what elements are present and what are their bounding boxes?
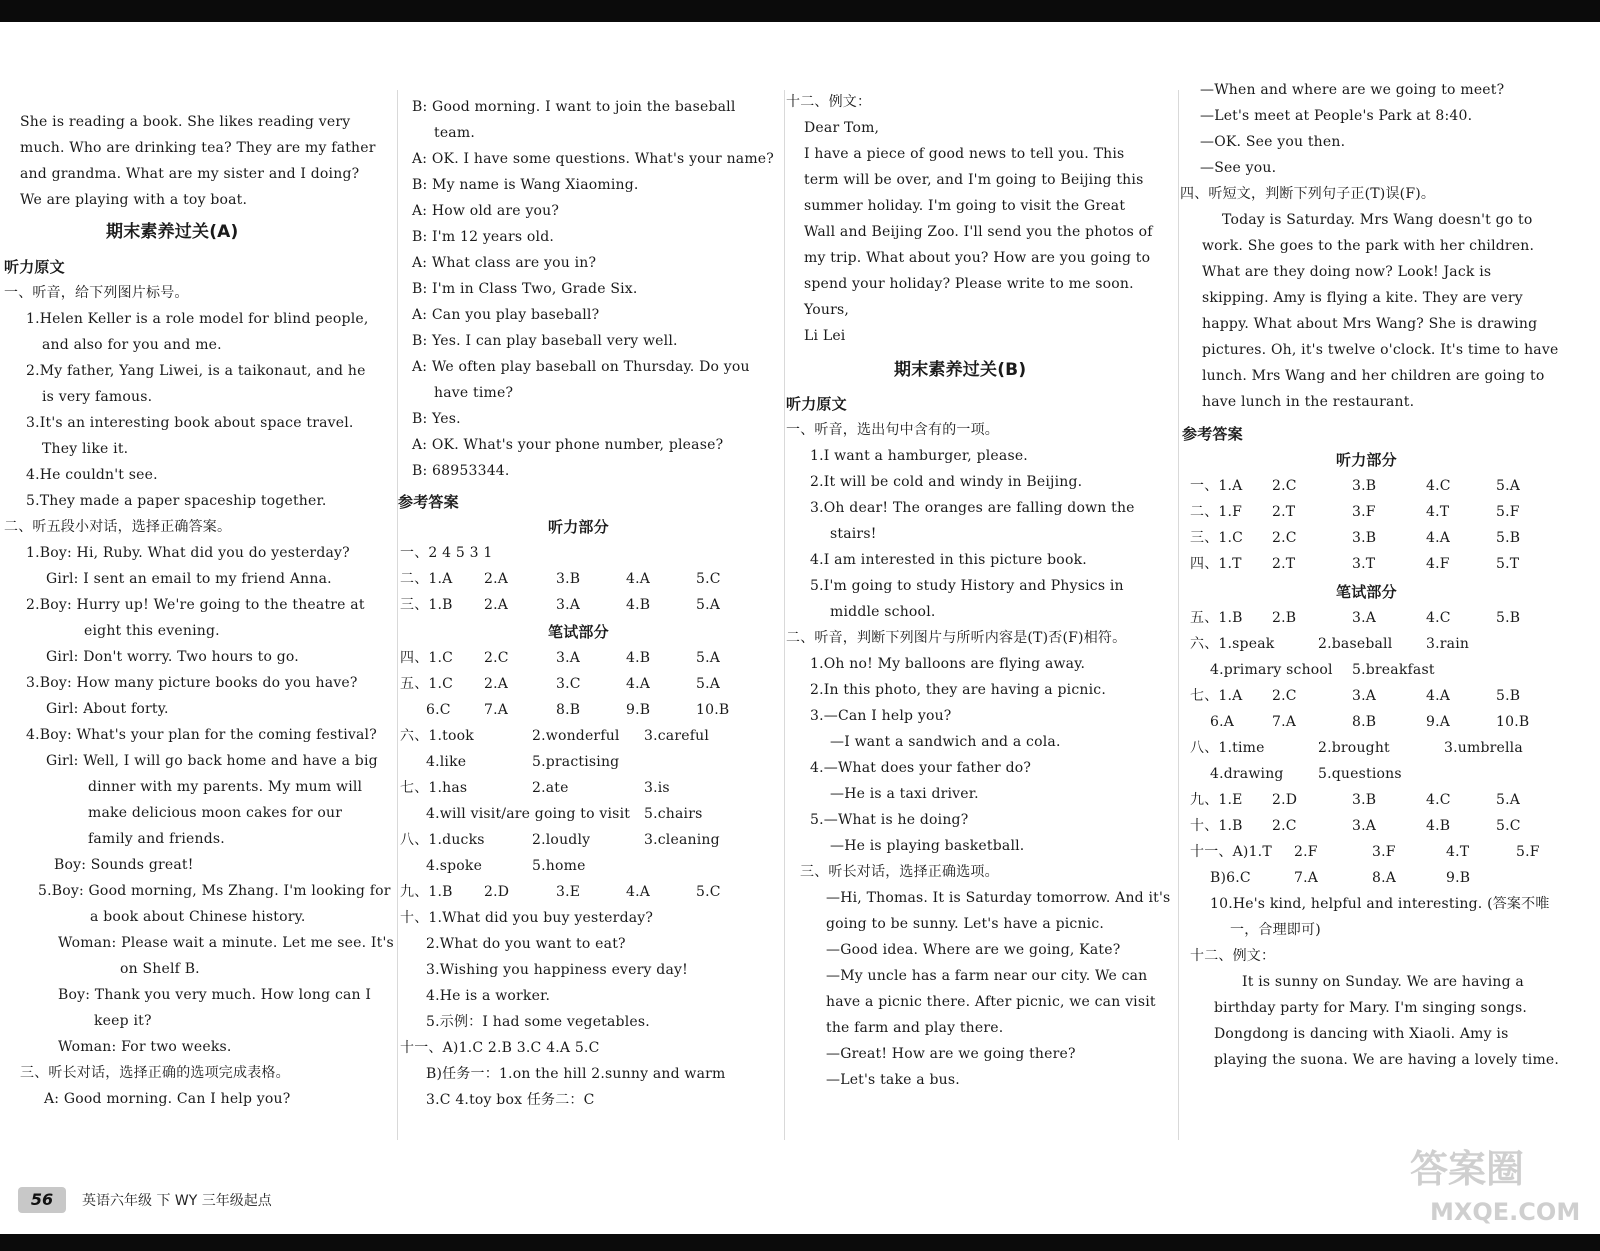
answer-cell: 7.A xyxy=(1294,870,1319,886)
answer-cell: 一、1.A xyxy=(1190,478,1243,494)
text-line: It is sunny on Sunday. We are having a xyxy=(1242,974,1524,990)
text-line: family and friends. xyxy=(88,831,225,847)
letter-line: Wall and Beijing Zoo. I'll send you the photos of xyxy=(804,224,1153,240)
answer-cell: 四、1.C xyxy=(400,650,454,666)
answer-cell: 2.F xyxy=(1294,844,1318,860)
watermark-bottom-text: MXQE.COM xyxy=(1430,1198,1581,1226)
text-line: middle school. xyxy=(830,604,936,620)
answer-cell: 5.B xyxy=(1496,610,1521,626)
answer-cell: 七、1.A xyxy=(1190,688,1243,704)
text-line: 5.I'm going to study History and Physics in xyxy=(810,578,1124,594)
answer-cell: 九、1.B xyxy=(400,884,453,900)
answer-cell: 3.B xyxy=(1352,792,1377,808)
answer-cell: 三、1.B xyxy=(400,597,453,613)
column-4 xyxy=(1180,0,1592,1225)
text-line: 4.—What does your father do? xyxy=(810,760,1032,776)
text-line: dinner with my parents. My mum will xyxy=(88,779,363,795)
text-line: 1.Boy: Hi, Ruby. What did you do yesterday? xyxy=(26,545,350,561)
answer-cell: 5.C xyxy=(696,571,721,587)
answer-cell: 4.like xyxy=(426,754,467,770)
answers-title: 参考答案 xyxy=(398,493,459,511)
text-line: 三、听长对话，选择正确选项。 xyxy=(800,864,999,880)
answer-cell: 7.A xyxy=(484,702,509,718)
dialog-line: B: My name is Wang Xiaoming. xyxy=(412,177,639,193)
passage-line: lunch. Mrs Wang and her children are going to xyxy=(1202,368,1545,384)
dialog-line: B: I'm in Class Two, Grade Six. xyxy=(412,281,638,297)
text-line: 1.Oh no! My balloons are flying away. xyxy=(810,656,1086,672)
dialog-line: B: 68953344. xyxy=(412,463,510,479)
text-line: 1.Helen Keller is a role model for blind people, xyxy=(26,311,369,327)
answer-cell: 4.primary school xyxy=(1210,662,1333,678)
section-heading-a: 期末素养过关(A) xyxy=(106,222,239,242)
answer-cell: 5.questions xyxy=(1318,766,1402,782)
intro-line: and grandma. What are my sister and I doing? xyxy=(20,166,360,182)
text-line: Woman: Please wait a minute. Let me see. It's xyxy=(58,935,394,951)
answer-cell: 2.B xyxy=(1272,610,1297,626)
text-line: Boy: Thank you very much. How long can I xyxy=(58,987,372,1003)
text-line: 3.—Can I help you? xyxy=(810,708,952,724)
text-line: —Good idea. Where are we going, Kate? xyxy=(826,942,1121,958)
text-line: keep it? xyxy=(94,1013,152,1029)
written-part-label: 笔试部分 xyxy=(1336,583,1397,601)
letter-line: Li Lei xyxy=(804,328,846,344)
dialog-line: B: Yes. xyxy=(412,411,461,427)
answer-cell: 八、1.time xyxy=(1190,740,1265,756)
answer-cell: 3.F xyxy=(1372,844,1396,860)
text-line: and also for you and me. xyxy=(42,337,222,353)
answer-cell: 4.B xyxy=(626,597,651,613)
listening-title: 听力原文 xyxy=(786,395,847,413)
answer-cell: 4.T xyxy=(1426,504,1450,520)
answer-cell: 二、1.A xyxy=(400,571,453,587)
text-line: 5.—What is he doing? xyxy=(810,812,969,828)
answer-cell: 2.C xyxy=(1272,688,1297,704)
page-number: 56 xyxy=(18,1187,66,1213)
answer-cell: 2.C xyxy=(1272,818,1297,834)
answer-cell: 4.T xyxy=(1446,844,1470,860)
dialog-line: A: Can you play baseball? xyxy=(412,307,600,323)
answer-cell: 10.B xyxy=(696,702,730,718)
letter-line: my trip. What about you? How are you going to xyxy=(804,250,1151,266)
text-line: 3.Oh dear! The oranges are falling down the xyxy=(810,500,1135,516)
text-line: Woman: For two weeks. xyxy=(58,1039,232,1055)
answer-cell: 2.C xyxy=(1272,530,1297,546)
answer-cell: 三、1.C xyxy=(1190,530,1244,546)
text-line: going to be sunny. Let's have a picnic. xyxy=(826,916,1105,932)
answer-cell: 4.C xyxy=(1426,610,1451,626)
answer-cell: 2.C xyxy=(484,650,509,666)
answer-cell: 5.B xyxy=(1496,530,1521,546)
dialog-line: A: OK. What's your phone number, please? xyxy=(412,437,724,453)
text-line: make delicious moon cakes for our xyxy=(88,805,343,821)
answer-cell: 4.C xyxy=(1426,478,1451,494)
letter-line: spend your holiday? Please write to me soon. xyxy=(804,276,1134,292)
dialog-line: —See you. xyxy=(1200,160,1277,176)
passage-line: pictures. Oh, it's twelve o'clock. It's time to have xyxy=(1202,342,1559,358)
column-1 xyxy=(0,0,395,1225)
answer-cell: 十、1.B xyxy=(1190,818,1243,834)
watermark-top-text: 答案圈 xyxy=(1410,1147,1525,1191)
text-line: 3.Wishing you happiness every day! xyxy=(426,962,688,978)
answer-cell: 4.F xyxy=(1426,556,1450,572)
text-line: 4.I am interested in this picture book. xyxy=(810,552,1087,568)
text-line: the farm and play there. xyxy=(826,1020,1004,1036)
answer-cell: 3.rain xyxy=(1426,636,1470,652)
answer-cell: 4.A xyxy=(1426,530,1451,546)
answer-cell: 5.chairs xyxy=(644,806,703,822)
answer-cell: 5.home xyxy=(532,858,586,874)
text-line: 三、听长对话，选择正确的选项完成表格。 xyxy=(20,1065,290,1081)
bottom-border xyxy=(0,1234,1600,1251)
answer-cell: 六、1.took xyxy=(400,728,474,744)
answer-cell: 3.is xyxy=(644,780,670,796)
answer-cell: 6.A xyxy=(1210,714,1235,730)
answer-cell: B)6.C xyxy=(1210,870,1251,886)
letter-line: Yours, xyxy=(804,302,849,318)
text-line: —My uncle has a farm near our city. We can xyxy=(826,968,1148,984)
letter-line: I have a piece of good news to tell you. This xyxy=(804,146,1125,162)
answer-cell: 一、2 4 5 3 1 xyxy=(400,545,493,561)
text-line: have a picnic there. After picnic, we can visit xyxy=(826,994,1156,1010)
answer-cell: 4.spoke xyxy=(426,858,483,874)
answer-cell: 4.A xyxy=(626,676,651,692)
dialog-line: A: How old are you? xyxy=(412,203,560,219)
passage-line: skipping. Amy is flying a kite. They are very xyxy=(1202,290,1523,306)
answer-cell: 2.loudly xyxy=(532,832,591,848)
section-heading-b: 期末素养过关(B) xyxy=(894,360,1027,380)
passage-line: happy. What about Mrs Wang? She is drawing xyxy=(1202,316,1538,332)
answer-cell: 5.A xyxy=(1496,478,1521,494)
answer-cell: 九、1.E xyxy=(1190,792,1243,808)
answer-cell: 10.B xyxy=(1496,714,1530,730)
text-line: —Hi, Thomas. It is Saturday tomorrow. And it's xyxy=(826,890,1171,906)
text-line: 十一、A)1.C 2.B 3.C 4.A 5.C xyxy=(400,1040,600,1056)
dialog-line: A: What class are you in? xyxy=(412,255,597,271)
answer-cell: 5.T xyxy=(1496,556,1520,572)
answer-cell: 四、1.T xyxy=(1190,556,1242,572)
text-line: 4.He is a worker. xyxy=(426,988,551,1004)
listening-part-label: 听力部分 xyxy=(1336,451,1397,469)
text-line: —Let's take a bus. xyxy=(826,1072,960,1088)
text-line: 5.Boy: Good morning, Ms Zhang. I'm looking for xyxy=(38,883,391,899)
letter-line: term will be over, and I'm going to Beijing this xyxy=(804,172,1144,188)
text-line: on Shelf B. xyxy=(120,961,200,977)
answer-cell: 5.F xyxy=(1496,504,1520,520)
text-line: Girl: Don't worry. Two hours to go. xyxy=(46,649,299,665)
dialog-line: A: OK. I have some questions. What's your name? xyxy=(412,151,774,167)
passage-line: work. She goes to the park with her children. xyxy=(1202,238,1535,254)
text-line: 5.They made a paper spaceship together. xyxy=(26,493,327,509)
dialog-line: B: I'm 12 years old. xyxy=(412,229,555,245)
text-line: Girl: I sent an email to my friend Anna. xyxy=(46,571,332,587)
answer-cell: 3.C xyxy=(556,676,581,692)
answer-cell: 9.B xyxy=(626,702,651,718)
answer-cell: 4.drawing xyxy=(1210,766,1284,782)
answer-cell: 3.A xyxy=(1352,818,1377,834)
answer-cell: 5.breakfast xyxy=(1352,662,1435,678)
dialog-line: B: Good morning. I want to join the baseball xyxy=(412,99,736,115)
answer-cell: 2.A xyxy=(484,597,509,613)
answer-cell: 8.B xyxy=(556,702,581,718)
book-title: 英语六年级 下 WY 三年级起点 xyxy=(82,1193,272,1209)
listening-title: 听力原文 xyxy=(4,258,65,276)
text-line: 一、听音，选出句中含有的一项。 xyxy=(786,422,999,438)
dialog-line: have time? xyxy=(434,385,514,401)
answer-cell: 8.B xyxy=(1352,714,1377,730)
written-part-label: 笔试部分 xyxy=(548,623,609,641)
text-line: 2.What do you want to eat? xyxy=(426,936,626,952)
text-line: 1.I want a hamburger, please. xyxy=(810,448,1028,464)
section-title: 四、听短文，判断下列句子正(T)误(F)。 xyxy=(1180,186,1436,202)
text-line: Girl: About forty. xyxy=(46,701,169,717)
letter-line: 十二、例文： xyxy=(786,94,872,110)
dialog-line: B: Yes. I can play baseball very well. xyxy=(412,333,678,349)
text-line: —I want a sandwich and a cola. xyxy=(830,734,1061,750)
text-line: Girl: Well, I will go back home and have a big xyxy=(46,753,378,769)
answer-cell: 2.T xyxy=(1272,556,1296,572)
answer-cell: 3.T xyxy=(1352,556,1376,572)
answer-cell: 5.practising xyxy=(532,754,620,770)
text-line: A: Good morning. Can I help you? xyxy=(44,1091,291,1107)
answer-cell: 6.C xyxy=(426,702,451,718)
text-line: 3.It's an interesting book about space travel. xyxy=(26,415,354,431)
text-line: —He is a taxi driver. xyxy=(830,786,979,802)
answer-cell: 3.careful xyxy=(644,728,709,744)
answer-cell: 2.baseball xyxy=(1318,636,1393,652)
text-line: is very famous. xyxy=(42,389,153,405)
text-line: birthday party for Mary. I'm singing songs. xyxy=(1214,1000,1527,1016)
text-line: Dongdong is dancing with Xiaoli. Amy is xyxy=(1214,1026,1509,1042)
text-line: 10.He's kind, helpful and interesting. (答案不唯 xyxy=(1210,896,1550,912)
answer-cell: 2.D xyxy=(1272,792,1298,808)
answer-cell: 5.C xyxy=(696,884,721,900)
answer-cell: 2.C xyxy=(1272,478,1297,494)
answer-cell: 3.A xyxy=(556,597,581,613)
answer-cell: 4.B xyxy=(1426,818,1451,834)
listening-part-label: 听力部分 xyxy=(548,518,609,536)
answer-cell: 3.B xyxy=(1352,478,1377,494)
answer-cell: 2.brought xyxy=(1318,740,1390,756)
text-line: 二、听音，判断下列图片与所听内容是(T)否(F)相符。 xyxy=(786,630,1127,646)
answer-cell: 7.A xyxy=(1272,714,1297,730)
text-line: 一，合理即可) xyxy=(1230,922,1321,938)
text-line: Boy: Sounds great! xyxy=(54,857,194,873)
answer-cell: 2.D xyxy=(484,884,510,900)
answer-cell: 二、1.F xyxy=(1190,504,1243,520)
letter-line: Dear Tom, xyxy=(804,120,880,136)
intro-line: much. Who are drinking tea? They are my father xyxy=(20,140,376,156)
answer-cell: 2.T xyxy=(1272,504,1296,520)
dialog-line: —OK. See you then. xyxy=(1200,134,1346,150)
text-line: 4.He couldn't see. xyxy=(26,467,158,483)
intro-line: We are playing with a toy boat. xyxy=(20,192,248,208)
text-line: 二、听五段小对话，选择正确答案。 xyxy=(4,519,232,535)
dialog-line: —When and where are we going to meet? xyxy=(1200,82,1505,98)
answer-cell: 8.A xyxy=(1372,870,1397,886)
answer-cell: 2.ate xyxy=(532,780,569,796)
text-line: 十、1.What did you buy yesterday? xyxy=(400,910,654,926)
answer-cell: 3.B xyxy=(556,571,581,587)
answer-cell: 5.A xyxy=(696,597,721,613)
passage-line: What are they doing now? Look! Jack is xyxy=(1202,264,1492,280)
answer-cell: 六、1.speak xyxy=(1190,636,1275,652)
column-3 xyxy=(786,0,1176,1225)
answer-cell: 5.A xyxy=(696,650,721,666)
text-line: 4.Boy: What's your plan for the coming festival? xyxy=(26,727,377,743)
answer-cell: 3.A xyxy=(1352,688,1377,704)
passage-line: Today is Saturday. Mrs Wang doesn't go to xyxy=(1222,212,1533,228)
text-line: 5.示例：I had some vegetables. xyxy=(426,1014,650,1030)
answer-cell: 八、1.ducks xyxy=(400,832,485,848)
answer-cell: 3.A xyxy=(556,650,581,666)
text-line: —Great! How are we going there? xyxy=(826,1046,1076,1062)
text-line: 2.My father, Yang Liwei, is a taikonaut, and he xyxy=(26,363,366,379)
answer-cell: 4.will visit/are going to visit xyxy=(426,806,631,822)
dialog-line: —Let's meet at People's Park at 8:40. xyxy=(1200,108,1473,124)
column-divider xyxy=(1178,90,1179,1140)
answer-cell: 5.A xyxy=(1496,792,1521,808)
answer-cell: 5.B xyxy=(1496,688,1521,704)
answer-cell: 4.B xyxy=(626,650,651,666)
text-line: stairs! xyxy=(830,526,877,542)
column-2 xyxy=(398,0,783,1225)
answers-title: 参考答案 xyxy=(1182,425,1243,443)
answer-cell: 五、1.B xyxy=(1190,610,1243,626)
text-line: 一、听音，给下列图片标号。 xyxy=(4,285,189,301)
answer-cell: 3.F xyxy=(1352,504,1376,520)
answer-cell: 5.C xyxy=(1496,818,1521,834)
text-line: 3.Boy: How many picture books do you have? xyxy=(26,675,358,691)
letter-line: summer holiday. I'm going to visit the Great xyxy=(804,198,1126,214)
answer-cell: 2.A xyxy=(484,676,509,692)
text-line: 十二、例文： xyxy=(1190,948,1276,964)
watermark-logo xyxy=(1400,1138,1600,1228)
text-line: 2.In this photo, they are having a picnic. xyxy=(810,682,1106,698)
answer-cell: 十一、A)1.T xyxy=(1190,844,1272,860)
text-line: 2.Boy: Hurry up! We're going to the theatre at xyxy=(26,597,365,613)
column-divider xyxy=(784,90,785,1140)
text-line: 3.C 4.toy box 任务二：C xyxy=(426,1092,595,1108)
answer-cell: 七、1.has xyxy=(400,780,468,796)
answer-cell: 4.C xyxy=(1426,792,1451,808)
text-line: —He is playing basketball. xyxy=(830,838,1025,854)
text-line: eight this evening. xyxy=(84,623,220,639)
answer-cell: 五、1.C xyxy=(400,676,454,692)
answer-cell: 2.A xyxy=(484,571,509,587)
answer-cell: 3.umbrella xyxy=(1444,740,1523,756)
text-line: playing the suona. We are having a lovely time. xyxy=(1214,1052,1560,1068)
intro-line: She is reading a book. She likes reading very xyxy=(20,114,351,130)
answer-cell: 4.A xyxy=(626,884,651,900)
text-line: a book about Chinese history. xyxy=(90,909,306,925)
answer-cell: 4.A xyxy=(626,571,651,587)
dialog-line: A: We often play baseball on Thursday. Do you xyxy=(412,359,750,375)
dialog-line: team. xyxy=(434,125,475,141)
answer-cell: 3.cleaning xyxy=(644,832,720,848)
text-line: B)任务一：1.on the hill 2.sunny and warm xyxy=(426,1066,726,1082)
answer-cell: 5.F xyxy=(1516,844,1540,860)
answer-cell: 9.B xyxy=(1446,870,1471,886)
answer-cell: 9.A xyxy=(1426,714,1451,730)
answer-cell: 2.wonderful xyxy=(532,728,620,744)
answer-cell: 3.B xyxy=(1352,530,1377,546)
passage-line: have lunch in the restaurant. xyxy=(1202,394,1415,410)
text-line: They like it. xyxy=(42,441,129,457)
answer-cell: 5.A xyxy=(696,676,721,692)
answer-row xyxy=(400,543,493,563)
answer-cell: 3.A xyxy=(1352,610,1377,626)
answer-cell: 3.E xyxy=(556,884,581,900)
text-line: 2.It will be cold and windy in Beijing. xyxy=(810,474,1083,490)
answer-cell: 4.A xyxy=(1426,688,1451,704)
